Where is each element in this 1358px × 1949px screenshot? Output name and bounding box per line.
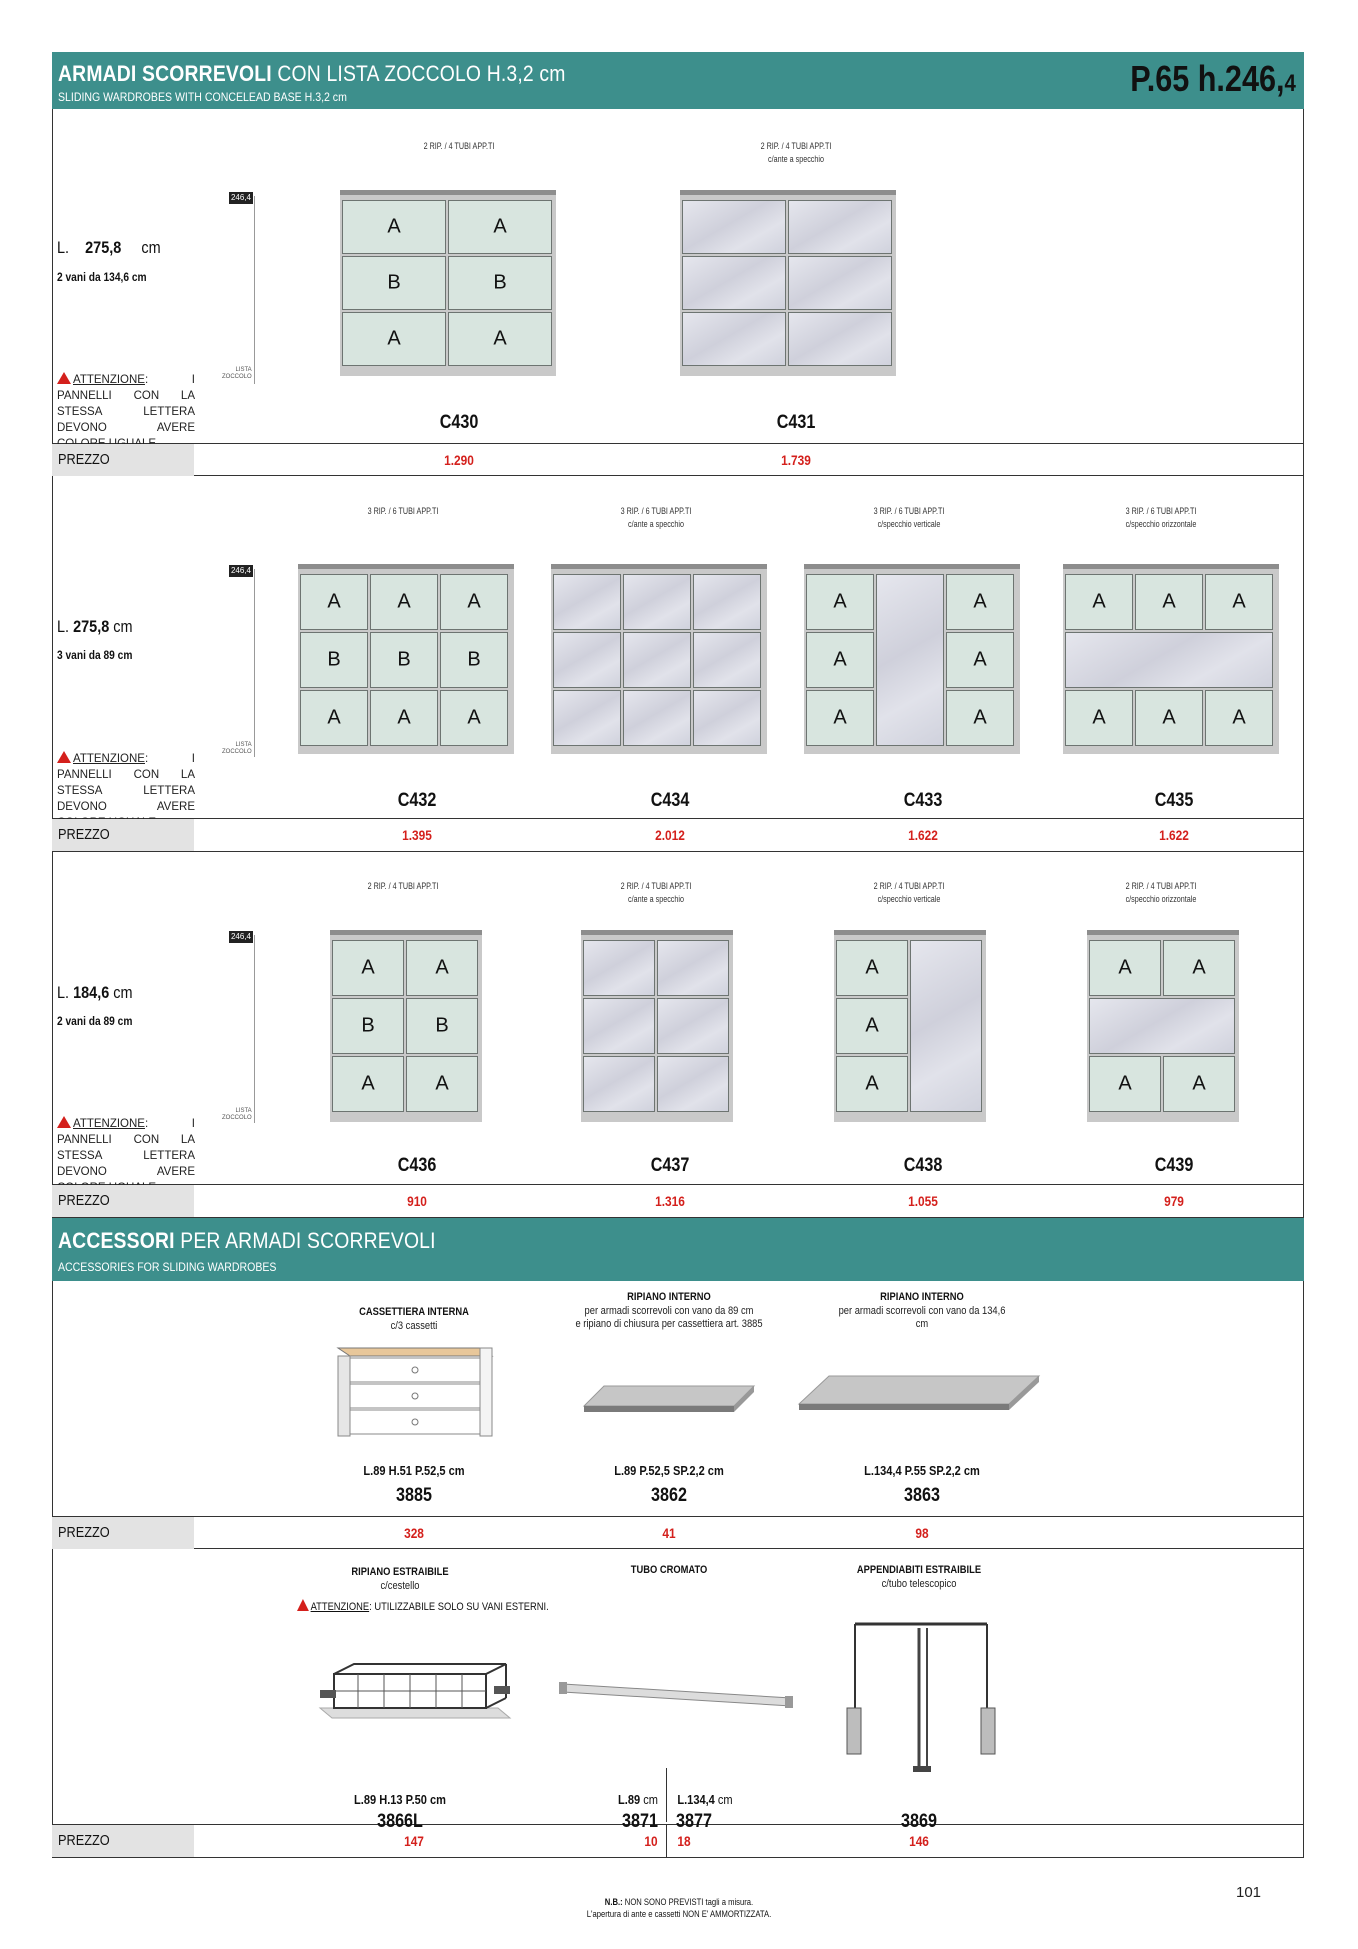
item-code: C438 (903, 1155, 943, 1176)
wardrobe-c431 (680, 190, 896, 376)
item-code: C431 (776, 412, 816, 433)
price-row: PREZZO 328 41 98 (52, 1517, 1304, 1549)
section-subtitle: SLIDING WARDROBES WITH CONCELEAD BASE H.3,2 cm (58, 90, 347, 104)
section-title: ARMADI SCORREVOLI CON LISTA ZOCCOLO H.3,2 cm (58, 61, 566, 86)
wardrobe-c437 (581, 930, 733, 1122)
price-row: PREZZO 910 1.316 1.055 979 (52, 1185, 1304, 1217)
accessory-dims: L.89 P.52,5 SP.2,2 cm (614, 1463, 724, 1478)
item-note: 2 RIP. / 4 TUBI APP.TI c/specchio orizzontale (1125, 881, 1197, 904)
accessory-title: TUBO CROMATO (630, 1564, 708, 1576)
accessory-title: RIPIANO INTERNO (627, 1291, 711, 1303)
wardrobe-c433: A A A A A A (804, 564, 1020, 754)
item-code: C433 (903, 790, 943, 811)
warning-note: ATTENZIONE: I PANNELLI CON LA STESSA LETTERA DEVONO AVERE (57, 1118, 195, 1178)
pull-down-rail-image (841, 1618, 1001, 1778)
height-tag: 246,4 (230, 932, 252, 941)
item-note: 2 RIP. / 4 TUBI APP.TI (367, 881, 439, 891)
accessory-warning: ATTENZIONE: UTILIZZABILE SOLO SU VANI ESTERNI. (297, 1599, 549, 1613)
item-note: 3 RIP. / 6 TUBI APP.TI c/specchio verticale (873, 506, 945, 529)
warning-icon (57, 372, 71, 384)
item-note: 3 RIP. / 6 TUBI APP.TI c/specchio orizzontale (1125, 506, 1197, 529)
price-row: PREZZO 1.290 1.739 (52, 444, 1304, 476)
item-note: 2 RIP. / 4 TUBI APP.TI c/specchio verticale (873, 881, 945, 904)
accessory-code: 3862 (651, 1485, 687, 1506)
wardrobe-c436: A A B B A A (330, 930, 482, 1122)
chrome-rod-image (559, 1680, 795, 1714)
shelf-image (582, 1382, 757, 1422)
accessory-dims: L.134,4 P.55 SP.2,2 cm (864, 1463, 980, 1478)
item-code: C430 (439, 412, 479, 433)
lista-zoccolo-label: LISTA ZOCCOLO (222, 367, 252, 380)
pullout-basket-image (318, 1660, 513, 1732)
lista-zoccolo-label: LISTA ZOCCOLO (222, 742, 252, 755)
accessory-subtitle: c/3 cassetti (390, 1320, 438, 1332)
accessories-subtitle: ACCESSORIES FOR SLIDING WARDROBES (58, 1260, 277, 1274)
warning-icon (57, 1116, 71, 1128)
accessory-dims: L.89 H.51 P.52,5 cm (363, 1463, 465, 1478)
lista-zoccolo-label: LISTA ZOCCOLO (222, 1108, 252, 1121)
item-code: C432 (397, 790, 437, 811)
accessory-subtitle: per armadi scorrevoli con vano da 134,6 cm (838, 1305, 1006, 1330)
accessory-subtitle: c/cestello (380, 1580, 420, 1592)
footer-note: N.B.: NON SONO PREVISTI tagli a misura. L'apertura di ante e cassetti NON E' AMMORTIZZATA. (586, 1897, 772, 1919)
item-note: 2 RIP. / 4 TUBI APP.TI (423, 141, 495, 151)
accessory-code: 3866L (377, 1811, 423, 1832)
warning-icon (57, 751, 71, 763)
vani-label: 2 vani da 134,6 cm (57, 270, 147, 284)
item-code: C435 (1154, 790, 1194, 811)
item-note: 3 RIP. / 6 TUBI APP.TI c/ante a specchio (620, 506, 692, 529)
accessory-subtitle: c/tubo telescopico (881, 1578, 957, 1590)
item-note: 3 RIP. / 6 TUBI APP.TI (367, 506, 439, 516)
wardrobe-c435: A A A A A A (1063, 564, 1279, 754)
accessory-title: APPENDIABITI ESTRAIBILE (856, 1564, 982, 1576)
warning-note: ATTENZIONE: I PANNELLI CON LA STESSA LETTERA DEVONO AVERE (57, 753, 195, 813)
item-code: C434 (650, 790, 690, 811)
price-row: PREZZO 1.395 2.012 1.622 1.622 (52, 819, 1304, 851)
wardrobe-c439: A A A A (1087, 930, 1239, 1122)
header-band (52, 52, 1304, 109)
accessories-band (52, 1218, 1304, 1281)
item-code: C439 (1154, 1155, 1194, 1176)
accessory-dims: L.89 H.13 P.50 cm (354, 1792, 446, 1807)
vani-label: 2 vani da 89 cm (57, 1014, 133, 1028)
wardrobe-c430: A A B B A A (340, 190, 556, 376)
accessory-title: RIPIANO ESTRAIBILE (351, 1566, 449, 1578)
accessory-code: 3885 (396, 1485, 432, 1506)
rod-dims-b: L.134,4 cm (677, 1792, 733, 1807)
shelf-image (797, 1372, 1042, 1422)
model-code: P.65 h.246,4 (1130, 58, 1296, 99)
width-label: L. 275,8 cm (57, 617, 133, 636)
rod-code-b: 3877 (676, 1811, 712, 1832)
rod-code-a: 3871 (622, 1811, 658, 1832)
vani-label: 3 vani da 89 cm (57, 648, 133, 662)
warning-icon (297, 1599, 309, 1611)
width-label: L. 184,6 cm (57, 983, 133, 1002)
accessory-code: 3869 (901, 1811, 937, 1832)
accessory-code: 3863 (904, 1485, 940, 1506)
page-number: 101 (1236, 1884, 1262, 1901)
height-tag: 246,4 (230, 193, 252, 202)
warning-note: ATTENZIONE: I PANNELLI CON LA STESSA LETTERA DEVONO AVERE (57, 374, 195, 434)
item-note: 2 RIP. / 4 TUBI APP.TI c/ante a specchio (620, 881, 692, 904)
wardrobe-c434 (551, 564, 767, 754)
price-row: PREZZO 147 10 18 146 (52, 1825, 1304, 1857)
item-note: 2 RIP. / 4 TUBI APP.TI c/ante a specchio (760, 141, 832, 164)
accessories-title: ACCESSORI PER ARMADI SCORREVOLI (58, 1228, 436, 1253)
accessory-subtitle: per armadi scorrevoli con vano da 89 cm e ripiano di chiusura per cassettiera art. 3885 (575, 1305, 763, 1330)
item-code: C437 (650, 1155, 690, 1176)
drawer-unit-image (330, 1340, 500, 1440)
width-label: L. 275,8 cm (57, 238, 161, 257)
rod-dims-a: L.89 cm (618, 1792, 658, 1807)
height-tag: 246,4 (230, 566, 252, 575)
wardrobe-c438: A A A (834, 930, 986, 1122)
item-code: C436 (397, 1155, 437, 1176)
accessory-title: RIPIANO INTERNO (880, 1291, 964, 1303)
accessory-title: CASSETTIERA INTERNA (359, 1306, 469, 1318)
wardrobe-c432: A A A B B B A A A (298, 564, 514, 754)
